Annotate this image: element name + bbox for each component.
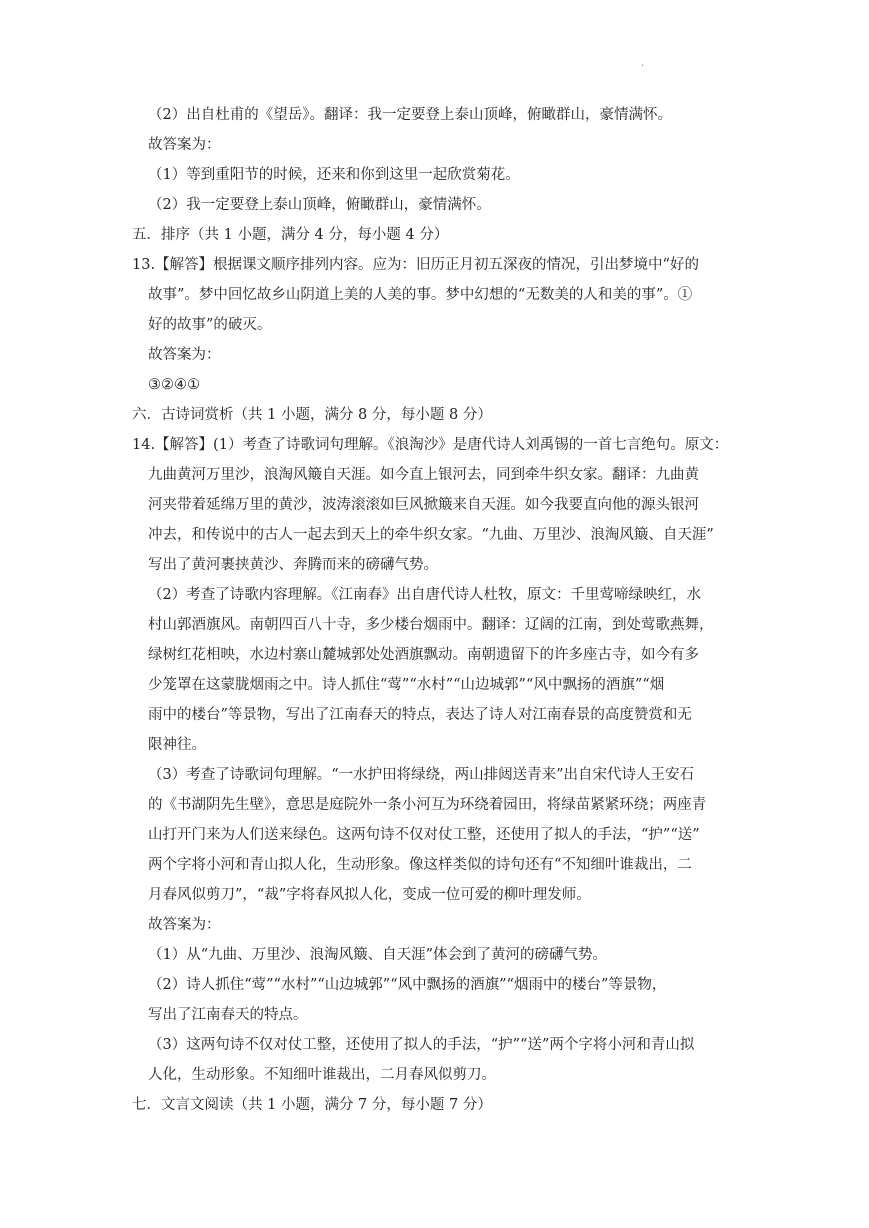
text-line: 写出了江南春天的特点。 <box>148 1007 308 1023</box>
text-line: （2）我一定要登上泰山顶峰，俯瞰群山，豪情满怀。 <box>148 197 491 213</box>
section-heading: 六．古诗词赏析（共 1 小题，满分 8 分，每小题 8 分） <box>132 407 492 423</box>
text-line: 绿树红花相映，水边村寨山麓城郭处处酒旗飘动。南朝遗留下的许多座古寺，如今有多 <box>148 647 699 663</box>
text-line: 人化，生动形象。不知细叶谁裁出，二月春风似剪刀。 <box>148 1067 496 1083</box>
text-line: （2）诗人抓住“莺”“水村”“山边城郭”“风中飘扬的酒旗”“烟雨中的楼台”等景物， <box>148 977 667 993</box>
text-line: 好的故事”的破灭。 <box>148 317 272 333</box>
text-line: 限神往。 <box>148 737 206 753</box>
header-mark: . <box>641 58 645 69</box>
text-line: 九曲黄河万里沙，浪淘风簸自天涯。如今直上银河去，同到牵牛织女家。翻译：九曲黄 <box>148 467 699 483</box>
text-line: ③②④① <box>148 377 200 393</box>
text-line: 月春风似剪刀”，“裁”字将春风拟人化，变成一位可爱的柳叶理发师。 <box>148 887 591 903</box>
text-line: 的《书湖阴先生壁》，意思是庭院外一条小河互为环绕着园田，将绿苗紧紧环绕；两座青 <box>148 797 707 813</box>
section-heading: 五．排序（共 1 小题，满分 4 分，每小题 4 分） <box>132 227 449 243</box>
text-line: 河夹带着延绵万里的黄沙，波涛滚滚如巨风掀簸来自天涯。如今我要直向他的源头银河 <box>148 497 699 513</box>
text-line: 故答案为： <box>148 917 221 933</box>
text-line: （3）考查了诗歌词句理解。“一水护田将绿绕，两山排闼送青来”出自宋代诗人王安石 <box>148 767 695 783</box>
text-line: 雨中的楼台”等景物，写出了江南春天的特点，表达了诗人对江南春景的高度赞赏和无 <box>148 707 692 723</box>
section-heading: 七．文言文阅读（共 1 小题，满分 7 分，每小题 7 分） <box>132 1097 492 1113</box>
document-body <box>134 100 744 1120</box>
text-line: 故答案为： <box>148 137 221 153</box>
text-line: 故事”。梦中回忆故乡山阴道上美的人美的事。梦中幻想的“无数美的人和美的事”。① <box>148 287 693 303</box>
text-line: 写出了黄河裹挟黄沙、奔腾而来的磅礴气势。 <box>148 557 438 573</box>
text-line: 两个字将小河和青山拟人化，生动形象。像这样类似的诗句还有“不知细叶谁裁出，二 <box>148 857 692 873</box>
text-line: 冲去，和传说中的古人一起去到天上的牵牛织女家。“九曲、万里沙、浪淘风簸、自天涯” <box>148 527 714 543</box>
text-line: 故答案为： <box>148 347 221 363</box>
answer-line: 13.【解答】根据课文顺序排列内容。应为：旧历正月初五深夜的情况，引出梦境中“好的 <box>132 257 699 273</box>
text-line: （1）从“九曲、万里沙、浪淘风簸、自天涯”体会到了黄河的磅礴气势。 <box>148 947 608 963</box>
text-line: 山打开门来为人们送来绿色。这两句诗不仅对仗工整，还使用了拟人的手法，“护”“送” <box>148 827 700 843</box>
text-line: 村山郭酒旗风。南朝四百八十寺，多少楼台烟雨中。翻译：辽阔的江南，到处莺歌燕舞， <box>148 617 714 633</box>
text-line: 少笼罩在这蒙胧烟雨之中。诗人抓住“莺”“水村”“山边城郭”“风中飘扬的酒旗”“烟 <box>148 677 665 693</box>
text-line: （2）出自杜甫的《望岳》。翻译：我一定要登上泰山顶峰，俯瞰群山，豪情满怀。 <box>148 107 672 123</box>
text-line: （2）考查了诗歌内容理解。《江南春》出自唐代诗人杜牧，原文：千里莺啼绿映红，水 <box>148 587 701 603</box>
answer-line: 14.【解答】(1）考查了诗歌词句理解。《浪淘沙》是唐代诗人刘禹锡的一首七言绝句。原文： <box>132 437 729 453</box>
text-line: （1）等到重阳节的时候，还来和你到这里一起欣赏菊花。 <box>148 167 520 183</box>
text-line: （3）这两句诗不仅对仗工整，还使用了拟人的手法，“护”“送”两个字将小河和青山拟 <box>148 1037 695 1053</box>
